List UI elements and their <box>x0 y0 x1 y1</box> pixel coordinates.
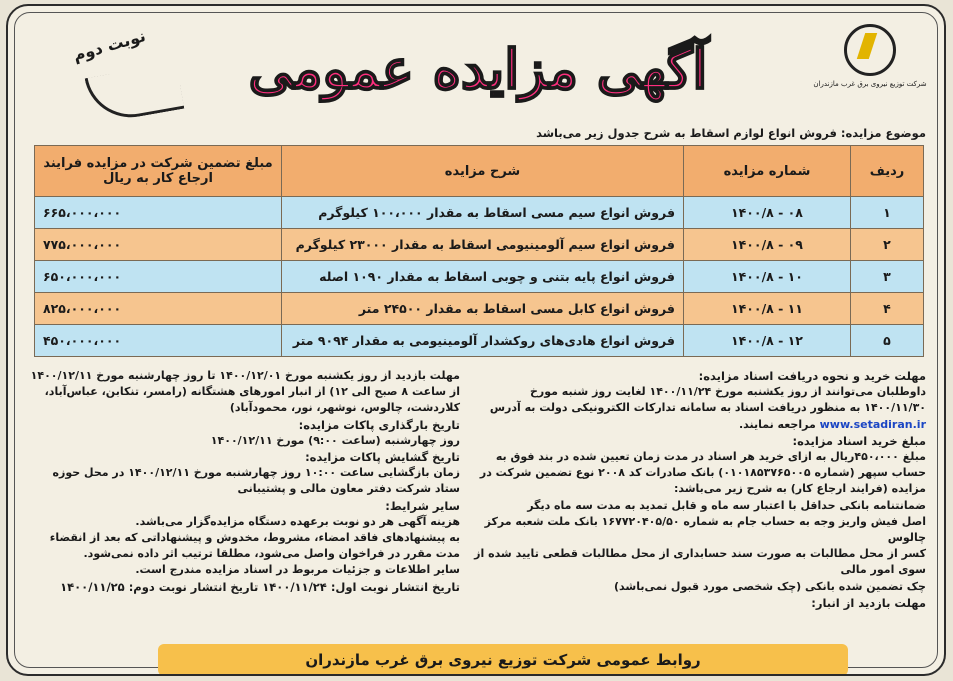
cell-row: ۳ <box>851 261 924 293</box>
cell-description: فروش انواع کابل مسی اسقاط به مقدار ۲۴۵۰۰ متر <box>282 293 684 325</box>
purchase-deadline-line3: مراجعه نمایند. <box>738 417 816 431</box>
cell-description: فروش انواع هادی‌های روکشدار آلومینیومی به مقدار ۹۰۹۴ متر <box>282 325 684 357</box>
header-number-col: شماره مزایده <box>684 146 851 197</box>
cell-number: ۰۹ - ۱۴۰۰/۸ <box>684 229 851 261</box>
guarantee-option-2: اصل فیش واریز وجه به حساب جام به شماره ۱۶۷۷۲۰۴۰۵/۵۰ بانک ملت شعبه مرکز چالوس <box>484 514 926 545</box>
purchase-deadline-text <box>471 384 926 433</box>
condition-2: به پیشنهادهای فاقد امضاء، مشروط، مخدوش و پیشنهاداتی که بعد از انقضاء مدت مقرر در فراخوان واصل می‌شود، مطلقا ترتیب اثر داده نمی‌شود. <box>49 531 460 561</box>
company-logo <box>810 24 930 104</box>
table-row <box>35 325 924 357</box>
document-fee-heading: مبلغ خرید اسناد مزایده: <box>792 433 926 448</box>
upload-date-heading: تاریخ بارگذاری پاکات مزایده: <box>298 417 460 432</box>
table-row <box>35 261 924 293</box>
header-desc-col: شرح مزایده <box>282 146 684 197</box>
table-row <box>35 229 924 261</box>
notice-sheet <box>6 4 946 676</box>
cell-number: ۱۱ - ۱۴۰۰/۸ <box>684 293 851 325</box>
cell-amount: ۶۵۰،۰۰۰،۰۰۰ <box>35 261 282 293</box>
schedule-column <box>30 368 460 595</box>
cell-row: ۱ <box>851 197 924 229</box>
page-title: آگهی مزایده عمومی <box>248 37 708 101</box>
cell-amount: ۷۷۵،۰۰۰،۰۰۰ <box>35 229 282 261</box>
purchase-deadline-line2: منظور دریافت اسناد به سامانه تدارکات الکترونیکی دولت به آدرس <box>489 401 846 415</box>
purchase-deadline-heading: مهلت خرید و نحوه دریافت اسناد مزایده: <box>698 369 926 383</box>
cell-number: ۱۰ - ۱۴۰۰/۸ <box>684 261 851 293</box>
header-amount-col: مبلغ تضمین شرکت در مزایده فرایند ارجاع کار به ریال <box>35 146 282 197</box>
visit-period-text: مهلت بازدید از روز یکشنبه مورخ ۱۴۰۰/۱۲/۰۱ تا روز چهارشنبه مورخ ۱۴۰۰/۱۲/۱۱ از ساعت ۸ صبح الی ۱۲) از انبار امورهای هشتگانه (رامسر، تنکابن، عباس‌آباد، کلاردشت، چالوس، نوشهر، نور، محمودآباد) <box>30 369 460 415</box>
cell-row: ۲ <box>851 229 924 261</box>
cell-number: ۰۸ - ۱۴۰۰/۸ <box>684 197 851 229</box>
upload-date-text: روز چهارشنبه (ساعت ۹:۰۰) مورخ ۱۴۰۰/۱۲/۱۱ <box>210 433 460 447</box>
cell-description: فروش انواع پایه بتنی و چوبی اسقاط به مقدار ۱۰۹۰ اصله <box>282 261 684 293</box>
footer-banner: روابط عمومی شرکت توزیع نیروی برق غرب مازندران <box>158 644 848 676</box>
publication-dates: تاریخ انتشار نوبت اول: ۱۴۰۰/۱۱/۲۴ تاریخ انتشار نوبت دوم: ۱۴۰۰/۱۱/۲۵ <box>60 579 460 594</box>
lightning-icon <box>844 24 896 76</box>
warehouse-visit-heading: مهلت بازدید از انبار: <box>811 595 926 610</box>
cell-row: ۴ <box>851 293 924 325</box>
purchase-deadline-line1: داوطلبان می‌توانند از روز یکشنبه مورخ ۱۴۰۰/۱۱/۲۴ لغایت روز شنبه مورخ ۱۴۰۰/۱۱/۳۰ به <box>529 385 926 415</box>
other-conditions-heading: سایر شرایط: <box>385 498 460 513</box>
table-row <box>35 293 924 325</box>
setadiran-link[interactable]: www.setadiran.ir <box>819 417 926 431</box>
second-notice <box>38 26 188 116</box>
document-fee-text: مبلغ ۴۵۰،۰۰۰ریال به ازای خرید هر اسناد در مدت زمان تعیین شده در بند فوق به حساب سپهر (شماره ۰۱۰۱۸۵۳۷۶۵۰۰۵) بانک صادرات کد ۲۰۰۸ نوع تضمین شرکت در مزایده (فرایند ارجاع کار) به شرح زیر می‌باشد: <box>479 450 926 496</box>
guarantee-option-3: کسر از محل مطالبات به صورت سند حسابداری از محل مطالبات قطعی تایید شده از سوی امور مالی <box>474 547 926 577</box>
second-notice-text: نوبت دوم <box>70 26 148 65</box>
opening-date-text: زمان بازگشایی ساعت ۱۰:۰۰ روز چهارشنبه مورخ ۱۴۰۰/۱۲/۱۱ در محل حوزه ستاد شرکت دفتر معاون مالی و پشتیبانی <box>52 466 460 496</box>
header-row-col: ردیف <box>851 146 924 197</box>
curve-decoration <box>85 62 185 124</box>
cell-number: ۱۲ - ۱۴۰۰/۸ <box>684 325 851 357</box>
purchase-info-column <box>471 368 926 611</box>
cell-description: فروش انواع سیم آلومینیومی اسقاط به مقدار ۲۳۰۰۰ کیلوگرم <box>282 229 684 261</box>
subject-label: موضوع مزایده: <box>840 126 926 140</box>
company-name: شرکت توزیع نیروی برق غرب مازندران <box>813 80 927 88</box>
subject-line <box>26 126 926 140</box>
cell-row: ۵ <box>851 325 924 357</box>
condition-3: سایر اطلاعات و جزئیات مربوط در اسناد مزایده مندرج است. <box>135 563 460 577</box>
cell-description: فروش انواع سیم مسی اسقاط به مقدار ۱۰۰،۰۰۰ کیلوگرم <box>282 197 684 229</box>
opening-date-heading: تاریخ گشایش پاکات مزایده: <box>305 450 460 465</box>
guarantee-option-4: چک تضمین شده بانکی (چک شخصی مورد قبول نمی‌باشد) <box>614 579 926 593</box>
subject-text: فروش انواع لوازم اسقاط به شرح جدول زیر می‌باشد <box>536 126 837 140</box>
table-row <box>35 197 924 229</box>
condition-1: هزینه آگهی هر دو نوبت برعهده دستگاه مزایده‌گزار می‌باشد. <box>135 514 460 528</box>
auction-table <box>34 145 924 357</box>
cell-amount: ۴۵۰،۰۰۰،۰۰۰ <box>35 325 282 357</box>
cell-amount: ۸۲۵،۰۰۰،۰۰۰ <box>35 293 282 325</box>
cell-amount: ۶۶۵،۰۰۰،۰۰۰ <box>35 197 282 229</box>
guarantee-option-1: ضمانتنامه بانکی حداقل با اعتبار سه ماه و قابل تمدید به مدت سه ماه دیگر <box>527 498 926 512</box>
